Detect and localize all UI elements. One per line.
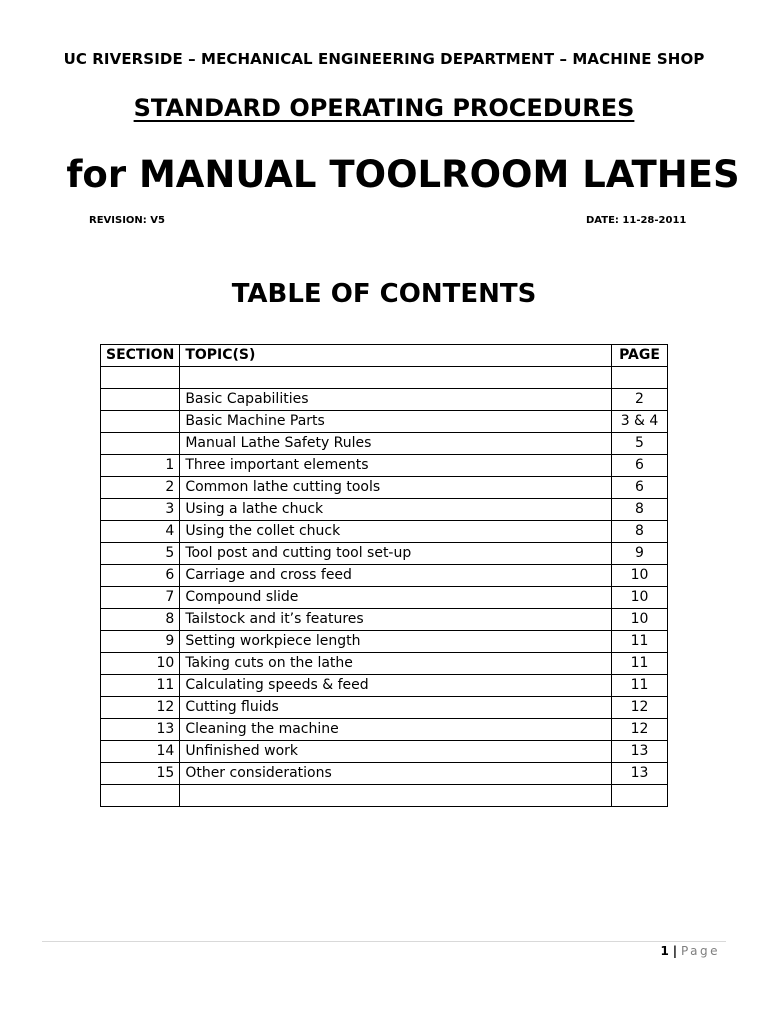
cell-topic: Unfinished work: [180, 740, 612, 762]
cell-page: 2: [612, 388, 668, 410]
cell-page: 11: [612, 652, 668, 674]
cell-section: 2: [101, 476, 180, 498]
cell-page: 13: [612, 740, 668, 762]
footer-divider: [42, 941, 726, 942]
cell-section: 15: [101, 762, 180, 784]
table-row: [101, 674, 668, 696]
sop-title: STANDARD OPERATING PROCEDURES: [133, 94, 635, 122]
cell-section: 11: [101, 674, 180, 696]
table-row: [101, 520, 668, 542]
cell-page: 3 & 4: [612, 410, 668, 432]
cell-topic: Carriage and cross feed: [180, 564, 612, 586]
table-row: [101, 388, 668, 410]
cell-topic: [180, 367, 612, 389]
table-row: [101, 586, 668, 608]
document-title: for MANUAL TOOLROOM LATHES: [66, 153, 740, 196]
page-label: Page: [680, 944, 720, 958]
cell-page: 5: [612, 432, 668, 454]
cell-topic: Setting workpiece length: [180, 630, 612, 652]
cell-topic: Manual Lathe Safety Rules: [180, 432, 612, 454]
cell-page: 10: [612, 608, 668, 630]
cell-topic: Taking cuts on the lathe: [180, 652, 612, 674]
cell-page: 13: [612, 762, 668, 784]
table-row: [101, 564, 668, 586]
cell-page: 11: [612, 674, 668, 696]
cell-page: 6: [612, 476, 668, 498]
department-header: UC RIVERSIDE – MECHANICAL ENGINEERING DEPARTMENT – MACHINE SHOP: [63, 50, 705, 68]
page-footer: [661, 944, 720, 958]
table-row: [101, 718, 668, 740]
cell-page: 8: [612, 520, 668, 542]
cell-page: [612, 784, 668, 806]
cell-topic: Cutting fluids: [180, 696, 612, 718]
table-row: [101, 498, 668, 520]
cell-section: 1: [101, 454, 180, 476]
cell-page: [612, 367, 668, 389]
cell-topic: Basic Capabilities: [180, 388, 612, 410]
cell-topic: [180, 784, 612, 806]
cell-section: 5: [101, 542, 180, 564]
cell-section: 8: [101, 608, 180, 630]
col-header-section: SECTION: [101, 345, 180, 367]
table-row: [101, 630, 668, 652]
cell-topic: Three important elements: [180, 454, 612, 476]
cell-section: 14: [101, 740, 180, 762]
cell-page: 10: [612, 586, 668, 608]
table-row: [101, 696, 668, 718]
cell-section: 3: [101, 498, 180, 520]
table-row: [101, 367, 668, 389]
cell-topic: Tool post and cutting tool set-up: [180, 542, 612, 564]
toc-header-row: [101, 345, 668, 367]
cell-page: 10: [612, 564, 668, 586]
cell-section: 12: [101, 696, 180, 718]
cell-section: [101, 432, 180, 454]
table-row: [101, 432, 668, 454]
cell-topic: Tailstock and it’s features: [180, 608, 612, 630]
table-row: [101, 652, 668, 674]
col-header-page: PAGE: [612, 345, 668, 367]
cell-page: 12: [612, 696, 668, 718]
cell-page: 9: [612, 542, 668, 564]
cell-page: 12: [612, 718, 668, 740]
cell-section: [101, 367, 180, 389]
cell-topic: Using a lathe chuck: [180, 498, 612, 520]
cell-section: 10: [101, 652, 180, 674]
col-header-topic: TOPIC(S): [180, 345, 612, 367]
cell-page: 11: [612, 630, 668, 652]
page-number: 1: [660, 944, 669, 958]
cell-topic: Cleaning the machine: [180, 718, 612, 740]
date-label: DATE: 11-28-2011: [586, 215, 687, 226]
table-row: [101, 410, 668, 432]
cell-topic: Common lathe cutting tools: [180, 476, 612, 498]
table-row: [101, 542, 668, 564]
cell-section: [101, 784, 180, 806]
toc-table: [100, 344, 668, 807]
cell-section: 4: [101, 520, 180, 542]
cell-section: 7: [101, 586, 180, 608]
cell-section: 13: [101, 718, 180, 740]
toc-title: TABLE OF CONTENTS: [231, 279, 537, 309]
table-row: [101, 784, 668, 806]
cell-topic: Other considerations: [180, 762, 612, 784]
cell-page: 8: [612, 498, 668, 520]
cell-section: 6: [101, 564, 180, 586]
revision-label: REVISION: V5: [89, 215, 165, 226]
cell-page: 6: [612, 454, 668, 476]
cell-section: [101, 388, 180, 410]
cell-topic: Compound slide: [180, 586, 612, 608]
cell-section: 9: [101, 630, 180, 652]
footer-separator: |: [672, 944, 678, 958]
cell-topic: Basic Machine Parts: [180, 410, 612, 432]
table-row: [101, 608, 668, 630]
cell-topic: Using the collet chuck: [180, 520, 612, 542]
table-row: [101, 740, 668, 762]
cell-topic: Calculating speeds & feed: [180, 674, 612, 696]
table-row: [101, 476, 668, 498]
table-row: [101, 454, 668, 476]
table-row: [101, 762, 668, 784]
cell-section: [101, 410, 180, 432]
